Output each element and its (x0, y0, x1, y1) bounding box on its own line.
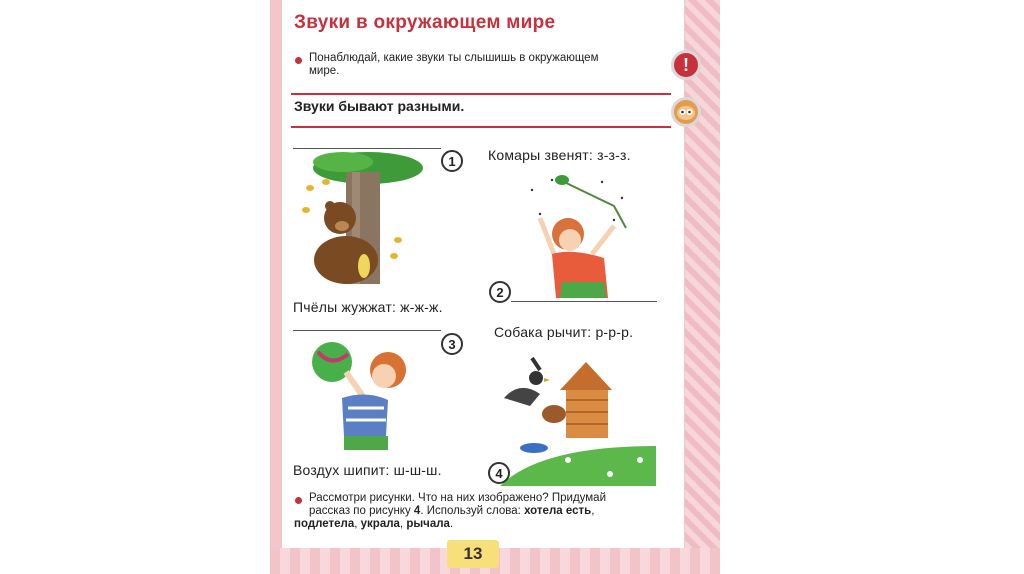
page-number: 13 (447, 540, 499, 568)
boy-with-ball-illustration (308, 338, 418, 450)
section-heading: Звуки бывают разными. (294, 98, 465, 114)
decorative-pattern (685, 0, 720, 574)
intro-line-1: Понаблюдай, какие звуки ты слышишь в окружающем (309, 52, 599, 64)
picture-3-line (293, 330, 441, 331)
picture-4-caption: Собака рычит: р-р-р. (494, 324, 634, 340)
picture-1-caption: Пчёлы жужжат: ж-ж-ж. (293, 299, 443, 315)
girl-with-mosquitoes-illustration (522, 170, 634, 298)
task-bullet (295, 497, 302, 504)
picture-2-number: 2 (489, 281, 511, 303)
dog-and-crow-illustration (500, 350, 656, 486)
page-title: Звуки в окружающем мире (294, 12, 556, 33)
picture-3-number: 3 (441, 333, 463, 355)
owl-icon (671, 97, 701, 127)
picture-2-line (511, 301, 657, 302)
attention-icon: ! (671, 50, 701, 80)
picture-2-caption: Комары звенят: з-з-з. (488, 147, 631, 163)
heading-top-line (291, 93, 671, 95)
owl-glyph-icon (676, 104, 696, 120)
intro-bullet (295, 57, 302, 64)
picture-4-number: 4 (488, 462, 510, 484)
bear-and-bees-illustration (298, 148, 424, 288)
task-line-2: рассказ по рисунку 4. Используй слова: хотела есть, (309, 505, 595, 517)
task-line-1: Рассмотри рисунки. Что на них изображено? Придумай (309, 492, 606, 504)
intro-line-2: мире. (309, 65, 340, 77)
picture-1-number: 1 (441, 150, 463, 172)
task-line-3: подлетела, украла, рычала. (294, 518, 454, 530)
heading-bottom-line (291, 126, 671, 128)
picture-3-caption: Воздух шипит: ш-ш-ш. (293, 462, 442, 478)
